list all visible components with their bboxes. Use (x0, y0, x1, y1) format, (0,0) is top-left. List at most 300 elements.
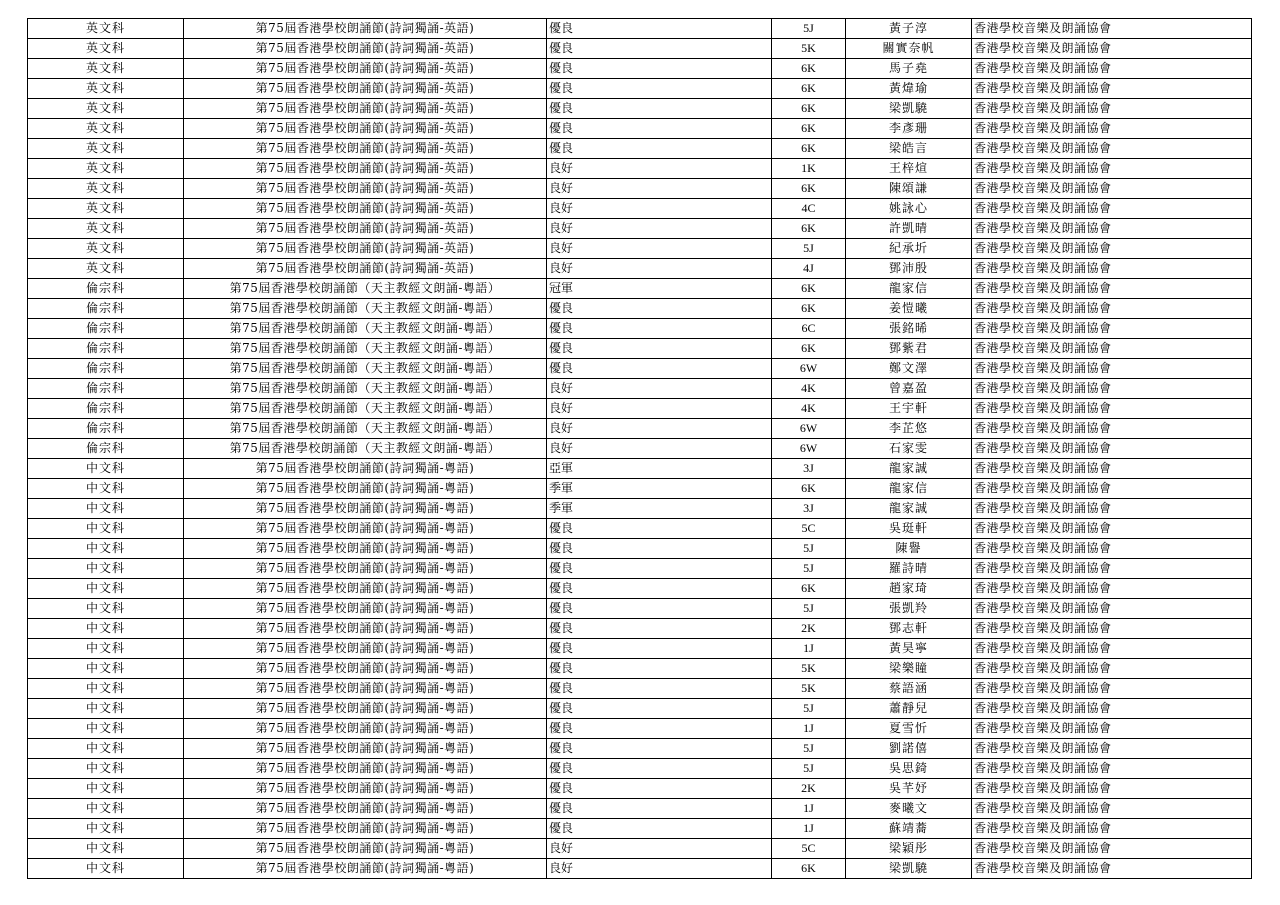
student-name-cell: 黃子淳 (846, 19, 972, 39)
award-cell: 優良 (547, 19, 772, 39)
class-cell: 6K (772, 339, 846, 359)
subject-cell: 倫宗科 (28, 299, 184, 319)
award-cell: 良好 (547, 179, 772, 199)
organizer-cell: 香港學校音樂及朗誦協會 (972, 679, 1252, 699)
table-row (28, 779, 1252, 799)
organizer-cell: 香港學校音樂及朗誦協會 (972, 159, 1252, 179)
class-cell: 1J (772, 799, 846, 819)
subject-cell: 倫宗科 (28, 399, 184, 419)
subject-cell: 英文科 (28, 219, 184, 239)
event-cell: 第75屆香港學校朗誦節(詩詞獨誦-英語) (184, 139, 547, 159)
student-name-cell: 龍家誠 (846, 459, 972, 479)
table-row (28, 399, 1252, 419)
student-name-cell: 龍家信 (846, 279, 972, 299)
subject-cell: 中文科 (28, 499, 184, 519)
class-cell: 6K (772, 99, 846, 119)
organizer-cell: 香港學校音樂及朗誦協會 (972, 199, 1252, 219)
event-cell: 第75屆香港學校朗誦節(詩詞獨誦-粵語) (184, 639, 547, 659)
awards-table (27, 18, 1252, 879)
award-cell: 優良 (547, 59, 772, 79)
table-row (28, 239, 1252, 259)
student-name-cell: 張銘晞 (846, 319, 972, 339)
organizer-cell: 香港學校音樂及朗誦協會 (972, 419, 1252, 439)
organizer-cell: 香港學校音樂及朗誦協會 (972, 59, 1252, 79)
class-cell: 6C (772, 319, 846, 339)
organizer-cell: 香港學校音樂及朗誦協會 (972, 659, 1252, 679)
subject-cell: 中文科 (28, 579, 184, 599)
class-cell: 4C (772, 199, 846, 219)
event-cell: 第75屆香港學校朗誦節(詩詞獨誦-粵語) (184, 599, 547, 619)
class-cell: 5J (772, 559, 846, 579)
student-name-cell: 吳珽軒 (846, 519, 972, 539)
award-cell: 優良 (547, 679, 772, 699)
event-cell: 第75屆香港學校朗誦節（天主教經文朗誦-粵語） (184, 339, 547, 359)
table-row (28, 719, 1252, 739)
award-cell: 良好 (547, 399, 772, 419)
organizer-cell: 香港學校音樂及朗誦協會 (972, 579, 1252, 599)
subject-cell: 中文科 (28, 739, 184, 759)
award-cell: 優良 (547, 579, 772, 599)
organizer-cell: 香港學校音樂及朗誦協會 (972, 299, 1252, 319)
organizer-cell: 香港學校音樂及朗誦協會 (972, 459, 1252, 479)
class-cell: 6K (772, 479, 846, 499)
table-row (28, 839, 1252, 859)
subject-cell: 中文科 (28, 599, 184, 619)
class-cell: 6K (772, 219, 846, 239)
event-cell: 第75屆香港學校朗誦節(詩詞獨誦-粵語) (184, 479, 547, 499)
event-cell: 第75屆香港學校朗誦節(詩詞獨誦-英語) (184, 79, 547, 99)
subject-cell: 中文科 (28, 639, 184, 659)
student-name-cell: 鄧紫君 (846, 339, 972, 359)
class-cell: 6K (772, 79, 846, 99)
subject-cell: 英文科 (28, 159, 184, 179)
student-name-cell: 鄭文澤 (846, 359, 972, 379)
student-name-cell: 麥曦文 (846, 799, 972, 819)
table-row (28, 499, 1252, 519)
table-row (28, 519, 1252, 539)
award-cell: 優良 (547, 119, 772, 139)
subject-cell: 倫宗科 (28, 339, 184, 359)
organizer-cell: 香港學校音樂及朗誦協會 (972, 739, 1252, 759)
subject-cell: 中文科 (28, 519, 184, 539)
table-row (28, 19, 1252, 39)
organizer-cell: 香港學校音樂及朗誦協會 (972, 799, 1252, 819)
class-cell: 5J (772, 19, 846, 39)
table-row (28, 199, 1252, 219)
award-cell: 優良 (547, 799, 772, 819)
subject-cell: 中文科 (28, 839, 184, 859)
event-cell: 第75屆香港學校朗誦節(詩詞獨誦-粵語) (184, 559, 547, 579)
table-row (28, 559, 1252, 579)
class-cell: 5J (772, 239, 846, 259)
subject-cell: 中文科 (28, 819, 184, 839)
award-cell: 良好 (547, 379, 772, 399)
table-row (28, 479, 1252, 499)
organizer-cell: 香港學校音樂及朗誦協會 (972, 239, 1252, 259)
subject-cell: 中文科 (28, 559, 184, 579)
student-name-cell: 姚詠心 (846, 199, 972, 219)
subject-cell: 中文科 (28, 859, 184, 879)
organizer-cell: 香港學校音樂及朗誦協會 (972, 379, 1252, 399)
organizer-cell: 香港學校音樂及朗誦協會 (972, 219, 1252, 239)
organizer-cell: 香港學校音樂及朗誦協會 (972, 839, 1252, 859)
student-name-cell: 吳思錡 (846, 759, 972, 779)
organizer-cell: 香港學校音樂及朗誦協會 (972, 139, 1252, 159)
subject-cell: 英文科 (28, 239, 184, 259)
subject-cell: 中文科 (28, 699, 184, 719)
table-row (28, 619, 1252, 639)
award-cell: 優良 (547, 559, 772, 579)
subject-cell: 中文科 (28, 759, 184, 779)
subject-cell: 英文科 (28, 39, 184, 59)
subject-cell: 中文科 (28, 459, 184, 479)
student-name-cell: 趙家琦 (846, 579, 972, 599)
award-cell: 優良 (547, 659, 772, 679)
awards-sheet (27, 18, 1252, 879)
student-name-cell: 王梓煊 (846, 159, 972, 179)
event-cell: 第75屆香港學校朗誦節(詩詞獨誦-粵語) (184, 619, 547, 639)
award-cell: 優良 (547, 319, 772, 339)
event-cell: 第75屆香港學校朗誦節(詩詞獨誦-粵語) (184, 699, 547, 719)
subject-cell: 英文科 (28, 99, 184, 119)
table-row (28, 219, 1252, 239)
event-cell: 第75屆香港學校朗誦節（天主教經文朗誦-粵語） (184, 299, 547, 319)
event-cell: 第75屆香港學校朗誦節（天主教經文朗誦-粵語） (184, 439, 547, 459)
event-cell: 第75屆香港學校朗誦節（天主教經文朗誦-粵語） (184, 359, 547, 379)
student-name-cell: 蕭靜兒 (846, 699, 972, 719)
event-cell: 第75屆香港學校朗誦節（天主教經文朗誦-粵語） (184, 279, 547, 299)
event-cell: 第75屆香港學校朗誦節(詩詞獨誦-粵語) (184, 779, 547, 799)
organizer-cell: 香港學校音樂及朗誦協會 (972, 259, 1252, 279)
event-cell: 第75屆香港學校朗誦節(詩詞獨誦-英語) (184, 99, 547, 119)
student-name-cell: 黃煒瑜 (846, 79, 972, 99)
event-cell: 第75屆香港學校朗誦節（天主教經文朗誦-粵語） (184, 319, 547, 339)
student-name-cell: 梁穎彤 (846, 839, 972, 859)
student-name-cell: 梁皓言 (846, 139, 972, 159)
organizer-cell: 香港學校音樂及朗誦協會 (972, 819, 1252, 839)
subject-cell: 英文科 (28, 79, 184, 99)
awards-table-body (28, 19, 1252, 879)
award-cell: 良好 (547, 839, 772, 859)
event-cell: 第75屆香港學校朗誦節(詩詞獨誦-粵語) (184, 799, 547, 819)
organizer-cell: 香港學校音樂及朗誦協會 (972, 439, 1252, 459)
event-cell: 第75屆香港學校朗誦節(詩詞獨誦-粵語) (184, 839, 547, 859)
award-cell: 優良 (547, 299, 772, 319)
student-name-cell: 鄧沛殷 (846, 259, 972, 279)
student-name-cell: 龍家信 (846, 479, 972, 499)
class-cell: 4K (772, 399, 846, 419)
award-cell: 優良 (547, 719, 772, 739)
award-cell: 季軍 (547, 479, 772, 499)
award-cell: 良好 (547, 259, 772, 279)
class-cell: 5J (772, 759, 846, 779)
class-cell: 1K (772, 159, 846, 179)
subject-cell: 中文科 (28, 539, 184, 559)
table-row (28, 539, 1252, 559)
award-cell: 良好 (547, 439, 772, 459)
award-cell: 優良 (547, 819, 772, 839)
class-cell: 4J (772, 259, 846, 279)
class-cell: 6W (772, 439, 846, 459)
class-cell: 2K (772, 779, 846, 799)
award-cell: 良好 (547, 859, 772, 879)
organizer-cell: 香港學校音樂及朗誦協會 (972, 399, 1252, 419)
table-row (28, 459, 1252, 479)
award-cell: 優良 (547, 739, 772, 759)
event-cell: 第75屆香港學校朗誦節(詩詞獨誦-英語) (184, 259, 547, 279)
class-cell: 1J (772, 819, 846, 839)
subject-cell: 中文科 (28, 479, 184, 499)
class-cell: 3J (772, 459, 846, 479)
student-name-cell: 黃昊寧 (846, 639, 972, 659)
event-cell: 第75屆香港學校朗誦節(詩詞獨誦-粵語) (184, 719, 547, 739)
award-cell: 優良 (547, 759, 772, 779)
student-name-cell: 蔡語涵 (846, 679, 972, 699)
organizer-cell: 香港學校音樂及朗誦協會 (972, 79, 1252, 99)
award-cell: 良好 (547, 199, 772, 219)
student-name-cell: 關實奈帆 (846, 39, 972, 59)
event-cell: 第75屆香港學校朗誦節(詩詞獨誦-英語) (184, 159, 547, 179)
student-name-cell: 張凱羚 (846, 599, 972, 619)
table-row (28, 339, 1252, 359)
organizer-cell: 香港學校音樂及朗誦協會 (972, 779, 1252, 799)
student-name-cell: 龍家誠 (846, 499, 972, 519)
class-cell: 4K (772, 379, 846, 399)
award-cell: 優良 (547, 519, 772, 539)
event-cell: 第75屆香港學校朗誦節(詩詞獨誦-粵語) (184, 539, 547, 559)
table-row (28, 419, 1252, 439)
event-cell: 第75屆香港學校朗誦節(詩詞獨誦-英語) (184, 239, 547, 259)
subject-cell: 中文科 (28, 619, 184, 639)
award-cell: 優良 (547, 599, 772, 619)
subject-cell: 英文科 (28, 139, 184, 159)
event-cell: 第75屆香港學校朗誦節(詩詞獨誦-英語) (184, 179, 547, 199)
table-row (28, 79, 1252, 99)
student-name-cell: 馬子堯 (846, 59, 972, 79)
class-cell: 5K (772, 679, 846, 699)
organizer-cell: 香港學校音樂及朗誦協會 (972, 559, 1252, 579)
class-cell: 5K (772, 39, 846, 59)
class-cell: 5J (772, 599, 846, 619)
table-row (28, 359, 1252, 379)
student-name-cell: 吳芊妤 (846, 779, 972, 799)
student-name-cell: 鄧志軒 (846, 619, 972, 639)
class-cell: 6K (772, 139, 846, 159)
student-name-cell: 羅詩晴 (846, 559, 972, 579)
event-cell: 第75屆香港學校朗誦節(詩詞獨誦-粵語) (184, 499, 547, 519)
student-name-cell: 梁凱驍 (846, 99, 972, 119)
student-name-cell: 陳頌謙 (846, 179, 972, 199)
event-cell: 第75屆香港學校朗誦節（天主教經文朗誦-粵語） (184, 399, 547, 419)
class-cell: 6K (772, 579, 846, 599)
event-cell: 第75屆香港學校朗誦節(詩詞獨誦-粵語) (184, 759, 547, 779)
award-cell: 優良 (547, 339, 772, 359)
organizer-cell: 香港學校音樂及朗誦協會 (972, 519, 1252, 539)
award-cell: 良好 (547, 419, 772, 439)
table-row (28, 299, 1252, 319)
table-row (28, 859, 1252, 879)
award-cell: 優良 (547, 99, 772, 119)
student-name-cell: 蘇靖蕎 (846, 819, 972, 839)
award-cell: 冠軍 (547, 279, 772, 299)
table-row (28, 279, 1252, 299)
award-cell: 季軍 (547, 499, 772, 519)
organizer-cell: 香港學校音樂及朗誦協會 (972, 479, 1252, 499)
subject-cell: 英文科 (28, 59, 184, 79)
table-row (28, 739, 1252, 759)
subject-cell: 倫宗科 (28, 359, 184, 379)
class-cell: 5K (772, 659, 846, 679)
event-cell: 第75屆香港學校朗誦節（天主教經文朗誦-粵語） (184, 419, 547, 439)
subject-cell: 英文科 (28, 119, 184, 139)
class-cell: 2K (772, 619, 846, 639)
award-cell: 良好 (547, 239, 772, 259)
table-row (28, 99, 1252, 119)
table-row (28, 59, 1252, 79)
organizer-cell: 香港學校音樂及朗誦協會 (972, 99, 1252, 119)
award-cell: 優良 (547, 699, 772, 719)
class-cell: 6K (772, 179, 846, 199)
table-row (28, 659, 1252, 679)
subject-cell: 倫宗科 (28, 439, 184, 459)
organizer-cell: 香港學校音樂及朗誦協會 (972, 499, 1252, 519)
organizer-cell: 香港學校音樂及朗誦協會 (972, 539, 1252, 559)
subject-cell: 倫宗科 (28, 379, 184, 399)
student-name-cell: 李彥珊 (846, 119, 972, 139)
event-cell: 第75屆香港學校朗誦節(詩詞獨誦-粵語) (184, 459, 547, 479)
event-cell: 第75屆香港學校朗誦節(詩詞獨誦-粵語) (184, 659, 547, 679)
table-row (28, 439, 1252, 459)
table-row (28, 259, 1252, 279)
organizer-cell: 香港學校音樂及朗誦協會 (972, 339, 1252, 359)
event-cell: 第75屆香港學校朗誦節(詩詞獨誦-英語) (184, 39, 547, 59)
award-cell: 良好 (547, 159, 772, 179)
subject-cell: 英文科 (28, 259, 184, 279)
student-name-cell: 夏雪忻 (846, 719, 972, 739)
award-cell: 優良 (547, 359, 772, 379)
award-cell: 亞軍 (547, 459, 772, 479)
award-cell: 優良 (547, 619, 772, 639)
organizer-cell: 香港學校音樂及朗誦協會 (972, 119, 1252, 139)
table-row (28, 159, 1252, 179)
event-cell: 第75屆香港學校朗誦節(詩詞獨誦-粵語) (184, 679, 547, 699)
table-row (28, 119, 1252, 139)
table-row (28, 759, 1252, 779)
subject-cell: 英文科 (28, 199, 184, 219)
subject-cell: 英文科 (28, 19, 184, 39)
student-name-cell: 許凱晴 (846, 219, 972, 239)
organizer-cell: 香港學校音樂及朗誦協會 (972, 599, 1252, 619)
event-cell: 第75屆香港學校朗誦節(詩詞獨誦-粵語) (184, 519, 547, 539)
table-row (28, 139, 1252, 159)
award-cell: 優良 (547, 39, 772, 59)
organizer-cell: 香港學校音樂及朗誦協會 (972, 279, 1252, 299)
event-cell: 第75屆香港學校朗誦節(詩詞獨誦-粵語) (184, 819, 547, 839)
table-row (28, 699, 1252, 719)
class-cell: 1J (772, 639, 846, 659)
class-cell: 5J (772, 739, 846, 759)
table-row (28, 639, 1252, 659)
student-name-cell: 王宇軒 (846, 399, 972, 419)
award-cell: 優良 (547, 539, 772, 559)
table-row (28, 599, 1252, 619)
class-cell: 3J (772, 499, 846, 519)
class-cell: 6K (772, 279, 846, 299)
class-cell: 6K (772, 859, 846, 879)
subject-cell: 中文科 (28, 659, 184, 679)
table-row (28, 579, 1252, 599)
table-row (28, 819, 1252, 839)
subject-cell: 中文科 (28, 679, 184, 699)
table-row (28, 319, 1252, 339)
award-cell: 優良 (547, 779, 772, 799)
organizer-cell: 香港學校音樂及朗誦協會 (972, 179, 1252, 199)
subject-cell: 倫宗科 (28, 279, 184, 299)
event-cell: 第75屆香港學校朗誦節(詩詞獨誦-英語) (184, 19, 547, 39)
class-cell: 5J (772, 699, 846, 719)
event-cell: 第75屆香港學校朗誦節(詩詞獨誦-英語) (184, 59, 547, 79)
award-cell: 良好 (547, 219, 772, 239)
class-cell: 6W (772, 419, 846, 439)
subject-cell: 中文科 (28, 719, 184, 739)
student-name-cell: 李芷悠 (846, 419, 972, 439)
student-name-cell: 劉諾僖 (846, 739, 972, 759)
table-row (28, 379, 1252, 399)
student-name-cell: 梁樂瞳 (846, 659, 972, 679)
organizer-cell: 香港學校音樂及朗誦協會 (972, 759, 1252, 779)
class-cell: 6K (772, 59, 846, 79)
table-row (28, 679, 1252, 699)
subject-cell: 中文科 (28, 779, 184, 799)
organizer-cell: 香港學校音樂及朗誦協會 (972, 699, 1252, 719)
event-cell: 第75屆香港學校朗誦節（天主教經文朗誦-粵語） (184, 379, 547, 399)
award-cell: 優良 (547, 79, 772, 99)
organizer-cell: 香港學校音樂及朗誦協會 (972, 859, 1252, 879)
class-cell: 5C (772, 519, 846, 539)
subject-cell: 中文科 (28, 799, 184, 819)
award-cell: 優良 (547, 139, 772, 159)
organizer-cell: 香港學校音樂及朗誦協會 (972, 719, 1252, 739)
student-name-cell: 梁凱驍 (846, 859, 972, 879)
event-cell: 第75屆香港學校朗誦節(詩詞獨誦-粵語) (184, 859, 547, 879)
organizer-cell: 香港學校音樂及朗誦協會 (972, 19, 1252, 39)
organizer-cell: 香港學校音樂及朗誦協會 (972, 639, 1252, 659)
student-name-cell: 曾嘉盈 (846, 379, 972, 399)
organizer-cell: 香港學校音樂及朗誦協會 (972, 39, 1252, 59)
class-cell: 1J (772, 719, 846, 739)
event-cell: 第75屆香港學校朗誦節(詩詞獨誦-粵語) (184, 739, 547, 759)
table-row (28, 799, 1252, 819)
subject-cell: 倫宗科 (28, 419, 184, 439)
student-name-cell: 姜愷曦 (846, 299, 972, 319)
class-cell: 6K (772, 299, 846, 319)
event-cell: 第75屆香港學校朗誦節(詩詞獨誦-英語) (184, 219, 547, 239)
class-cell: 6W (772, 359, 846, 379)
organizer-cell: 香港學校音樂及朗誦協會 (972, 359, 1252, 379)
student-name-cell: 石家雯 (846, 439, 972, 459)
subject-cell: 倫宗科 (28, 319, 184, 339)
subject-cell: 英文科 (28, 179, 184, 199)
event-cell: 第75屆香港學校朗誦節(詩詞獨誦-英語) (184, 199, 547, 219)
class-cell: 5J (772, 539, 846, 559)
class-cell: 6K (772, 119, 846, 139)
event-cell: 第75屆香港學校朗誦節(詩詞獨誦-粵語) (184, 579, 547, 599)
organizer-cell: 香港學校音樂及朗誦協會 (972, 619, 1252, 639)
table-row (28, 179, 1252, 199)
class-cell: 5C (772, 839, 846, 859)
student-name-cell: 紀承圻 (846, 239, 972, 259)
organizer-cell: 香港學校音樂及朗誦協會 (972, 319, 1252, 339)
